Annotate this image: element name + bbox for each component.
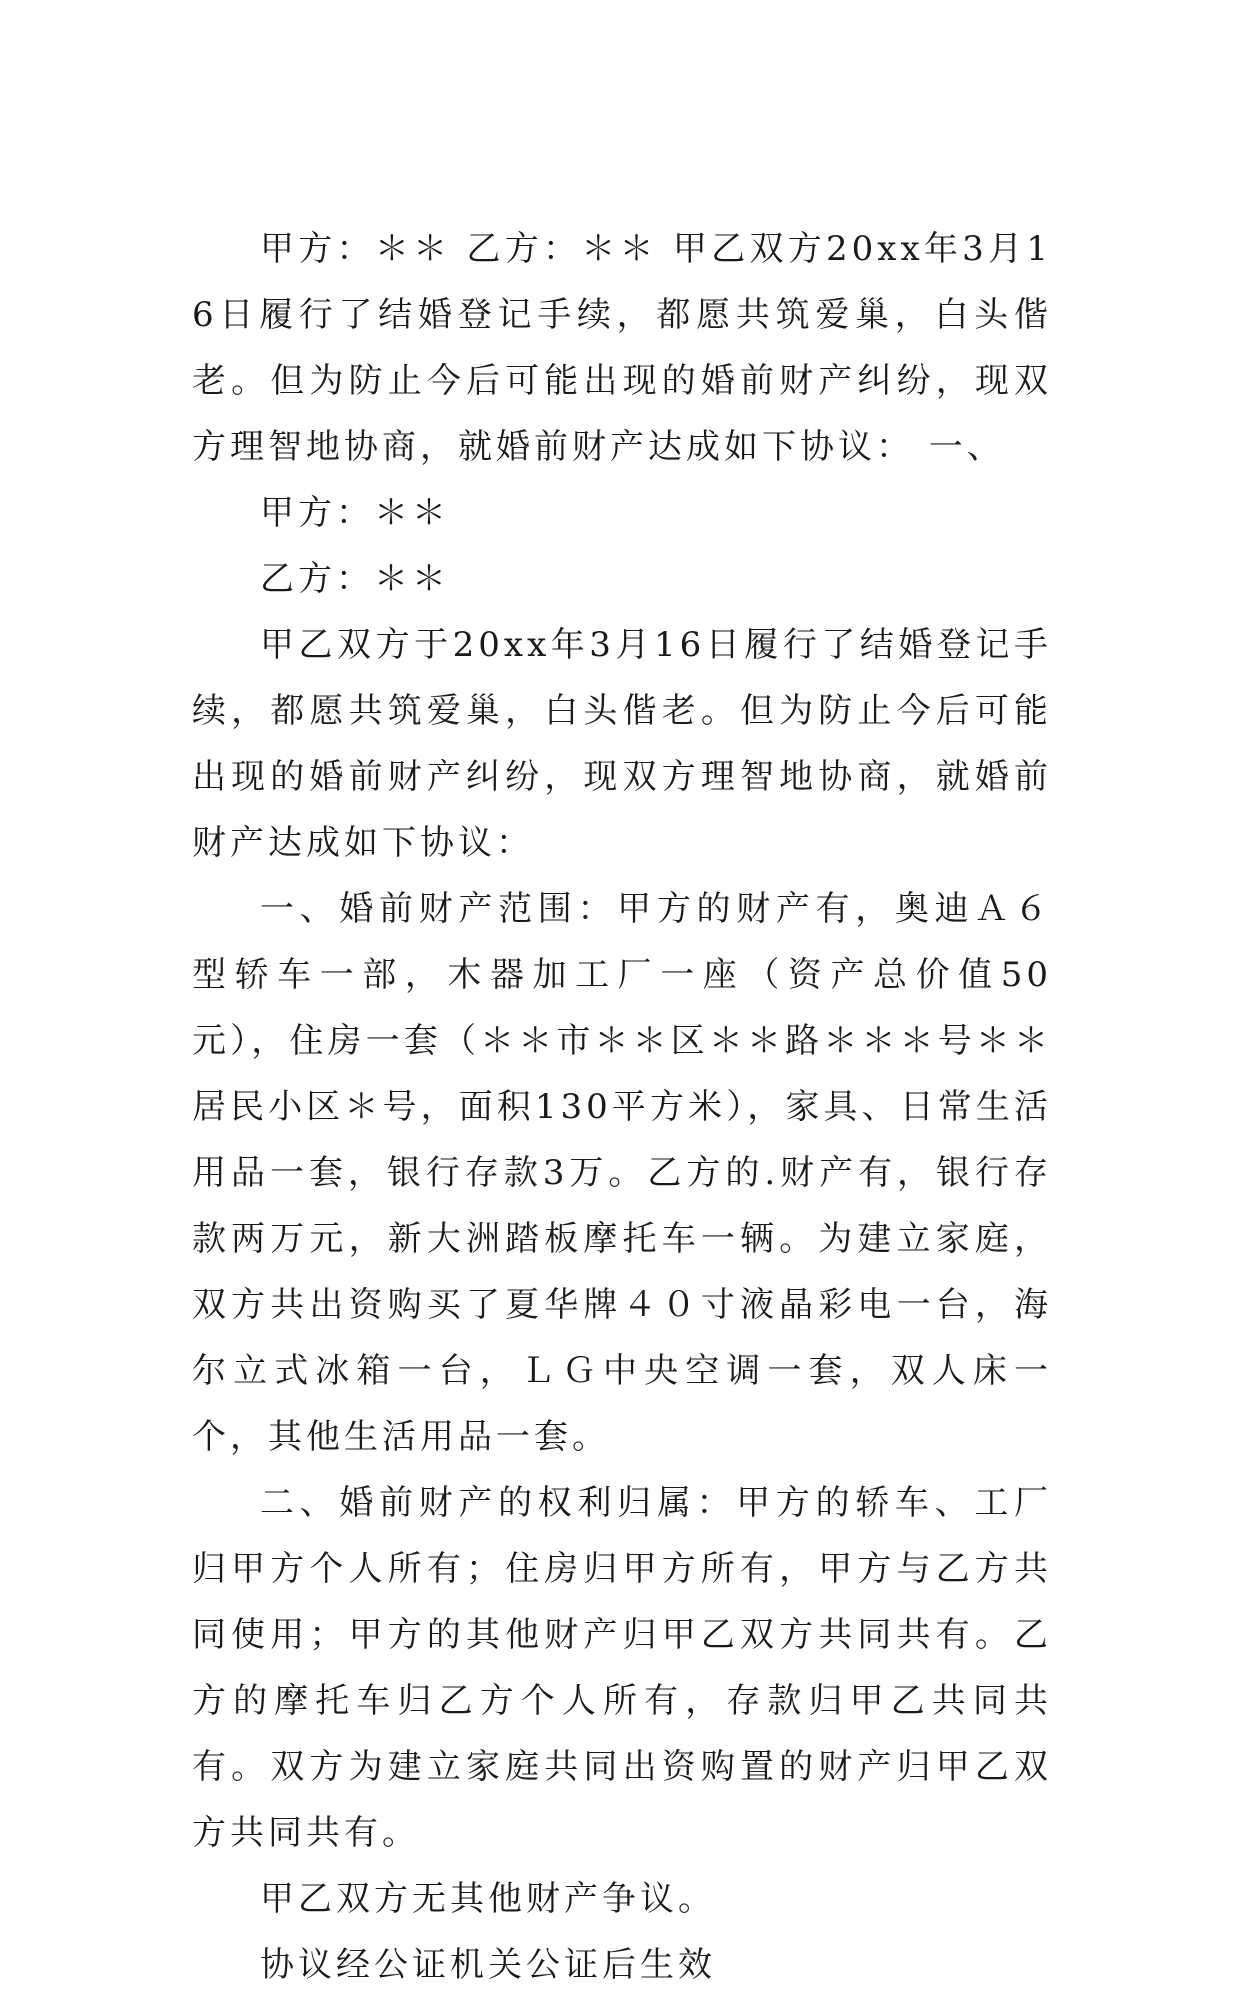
clause-one-property-scope: 一、婚前财产范围：甲方的财产有，奥迪Ａ６型轿车一部，木器加工厂一座（资产总价值50元），住房一套（＊＊市＊＊区＊＊路＊＊＊号＊＊居民小区＊号，面积130平方米），家具、日常生活用品一套，银行存款3万。乙方的.财产有，银行存款两万元，新大洲踏板摩托车一辆。为建立家庭，双方共出资购买了夏华牌４０寸液晶彩电一台，海尔立式冰箱一台，ＬＧ中央空调一套，双人床一个，其他生活用品一套。 [192,889,1052,1457]
effective-statement: 协议经公证机关公证后生效 [260,1945,716,1985]
intro-paragraph: 甲方：＊＊ 乙方：＊＊ 甲乙双方20xx年3月16日履行了结婚登记手续，都愿共筑爱巢，白头偕老。但为防止今后可能出现的婚前财产纠纷，现双方理智地协商，就婚前财产达成如下协议： 一、 [192,229,1052,467]
document-body [192,216,1052,1998]
party-b-line: 乙方：＊＊ [260,559,450,599]
no-dispute-statement: 甲乙双方无其他财产争议。 [260,1879,716,1919]
clause-two-ownership: 二、婚前财产的权利归属：甲方的轿车、工厂归甲方个人所有；住房归甲方所有，甲方与乙方共同使用；甲方的其他财产归甲乙双方共同共有。乙方的摩托车归乙方个人所有，存款归甲乙共同共有。双方为建立家庭共同出资购置的财产归甲乙双方共同共有。 [192,1483,1052,1853]
preamble-paragraph: 甲乙双方于20xx年3月16日履行了结婚登记手续，都愿共筑爱巢，白头偕老。但为防止今后可能出现的婚前财产纠纷，现双方理智地协商，就婚前财产达成如下协议： [192,625,1052,863]
party-a-line: 甲方：＊＊ [260,493,450,533]
